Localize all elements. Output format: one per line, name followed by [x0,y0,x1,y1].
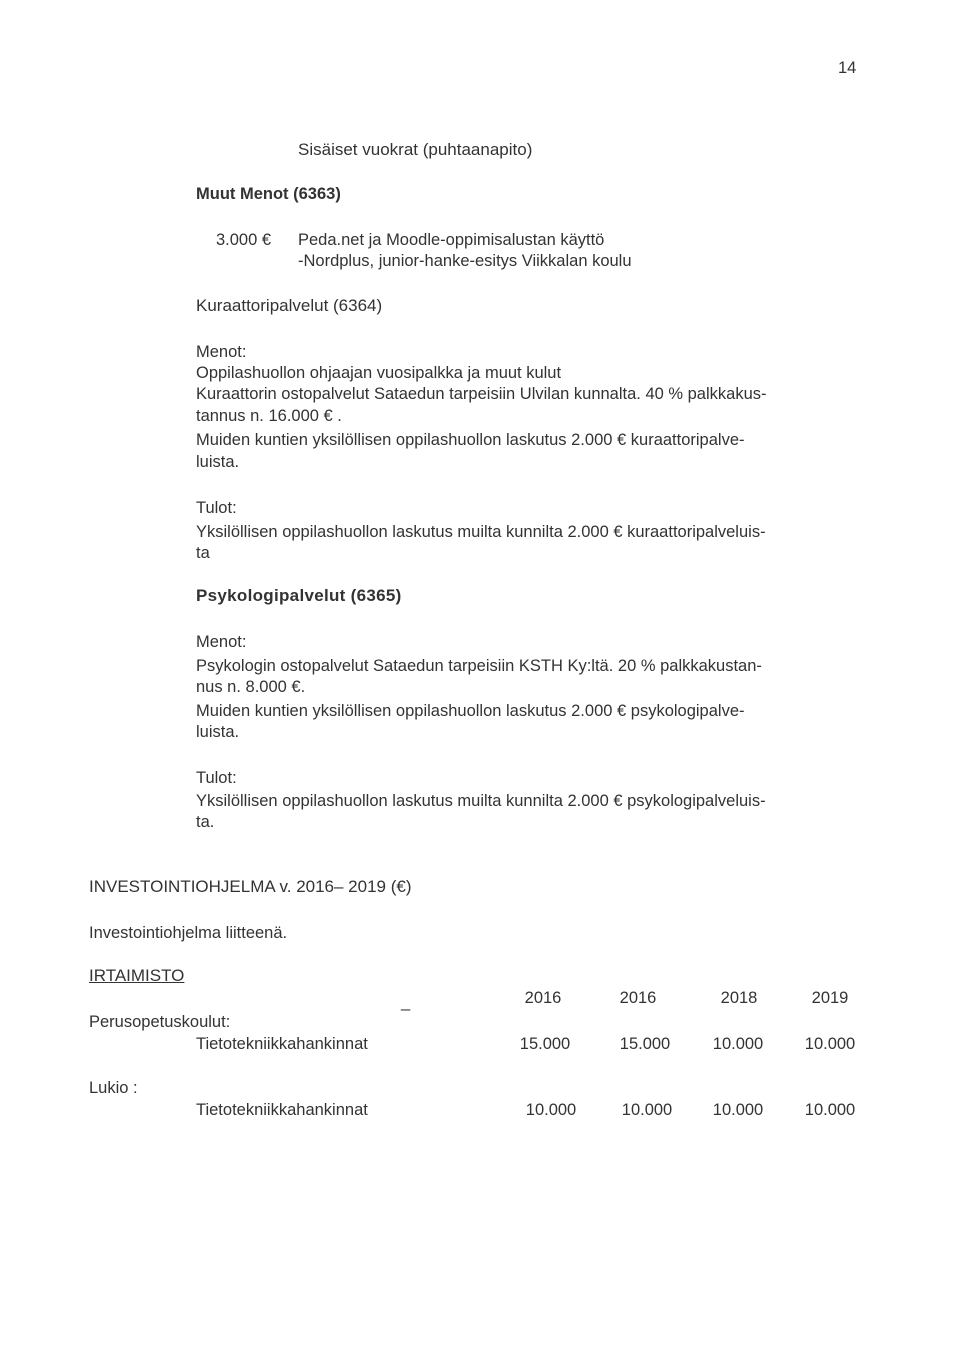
kuraattori-line-2: Kuraattorin ostopalvelut Sataedun tarpeisiin Ulvilan kunnalta. 40 % palkkakus- [196,385,767,403]
table-cell: 10.000 [804,1035,856,1053]
kuraattori-line-1: Oppilashuollon ohjaajan vuosipalkka ja muut kulut [196,364,562,382]
sisaiset-vuokrat: Sisäiset vuokrat (puhtaanapito) [298,140,533,159]
lukio-label: Lukio : [89,1079,138,1097]
psykologi-line-2: nus n. 8.000 €. [196,678,306,696]
kuraattori-menot-label: Menot: [196,343,247,361]
table-cell: 10.000 [621,1101,673,1119]
year-header-4: 2019 [811,989,849,1007]
kuraattori-line-5: luista. [196,453,240,471]
perusopetuskoulut-label: Perusopetuskoulut: [89,1013,231,1031]
year-header-3: 2018 [720,989,758,1007]
psykologi-line-4: luista. [196,723,240,741]
irtaimisto-heading: IRTAIMISTO [89,966,185,985]
muut-menot-desc-2: -Nordplus, junior-hanke-esitys Viikkalan koulu [298,252,632,270]
table-cell: 10.000 [525,1101,577,1119]
psykologi-tulot-label: Tulot: [196,769,237,787]
header-dash: _ [401,993,411,1011]
psykologi-tulot-2: ta. [196,813,215,831]
investointiohjelma-heading-text: INVESTOINTIOHJELMA v. 2016– 2019 (€) [89,877,412,896]
psykologi-menot-label: Menot: [196,633,247,651]
psykologi-tulot-1: Yksilöllisen oppilashuollon laskutus muilta kunnilta 2.000 € psykologipalveluis- [196,792,766,810]
table-cell: 10.000 [804,1101,856,1119]
kuraattori-tulot-label: Tulot: [196,499,237,517]
psykologi-line-3: Muiden kuntien yksilöllisen oppilashuollon laskutus 2.000 € psykologipalve- [196,702,745,720]
kuraattori-tulot-2: ta [196,544,210,562]
investointiohjelma-note: Investointiohjelma liitteenä. [89,924,288,942]
investointiohjelma-heading [89,877,412,897]
kuraattori-line-4: Muiden kuntien yksilöllisen oppilashuollon laskutus 2.000 € kuraattoripalve- [196,431,745,449]
kuraattoripalvelut-heading: Kuraattoripalvelut (6364) [196,296,383,315]
psykologipalvelut-heading: Psykologipalvelut (6365) [196,586,402,605]
kuraattori-tulot-1: Yksilöllisen oppilashuollon laskutus muilta kunnilta 2.000 € kuraattoripalveluis- [196,523,766,541]
table-cell: 15.000 [519,1035,571,1053]
muut-menot-heading: Muut Menot (6363) [196,185,341,203]
page-number: 14 [838,59,857,77]
table-cell: 10.000 [712,1035,764,1053]
year-header-1: 2016 [524,989,562,1007]
table-row-label: Tietotekniikkahankinnat [196,1101,368,1119]
muut-menot-amount: 3.000 € [216,231,272,249]
muut-menot-desc-1: Peda.net ja Moodle-oppimisalustan käyttö [298,231,605,249]
year-header-2: 2016 [619,989,657,1007]
table-row-label: Tietotekniikkahankinnat [196,1035,368,1053]
table-cell: 15.000 [619,1035,671,1053]
table-cell: 10.000 [712,1101,764,1119]
psykologi-line-1: Psykologin ostopalvelut Sataedun tarpeisiin KSTH Ky:ltä. 20 % palkkakustan- [196,657,762,675]
kuraattori-line-3: tannus n. 16.000 € . [196,407,342,425]
